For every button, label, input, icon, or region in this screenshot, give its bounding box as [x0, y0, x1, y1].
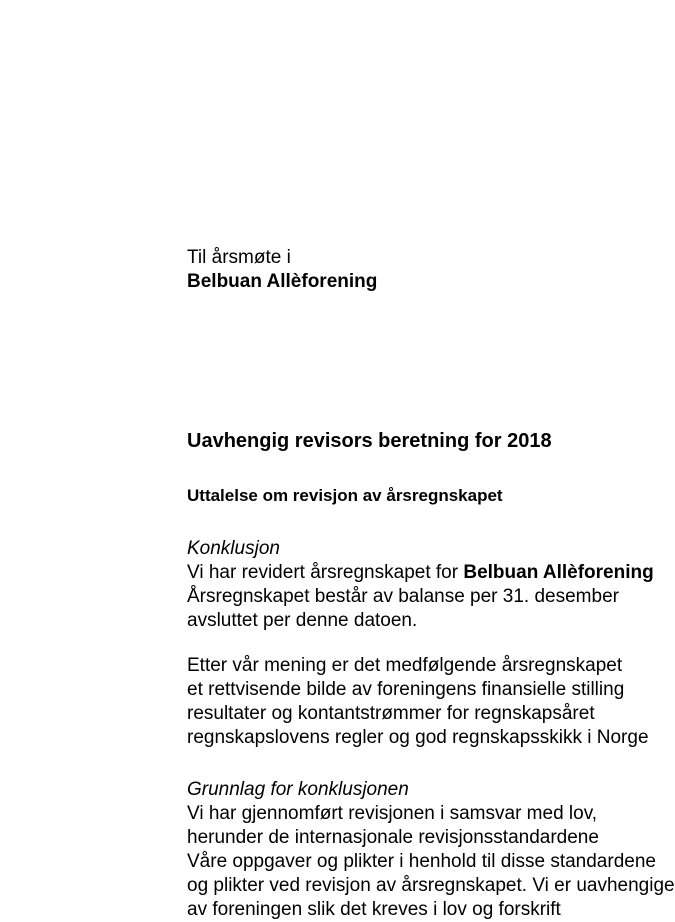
opinion-line: et rettvisende bilde av foreningens finansielle stilling: [187, 679, 625, 700]
grunnlag-section: [187, 778, 675, 922]
grunnlag-line: Vi har gjennomført revisjonen i samsvar med lov,: [187, 803, 598, 824]
grunnlag-line: av foreningen slik det kreves i lov og forskrift: [187, 899, 561, 920]
grunnlag-line: Våre oppgaver og plikter i henhold til disse standardene: [187, 851, 656, 872]
opinion-line: regnskapslovens regler og god regnskapsskikk i Norge: [187, 727, 649, 748]
konklusjon-paragraph-line: avsluttet per denne datoen.: [187, 610, 418, 631]
addressee-line: Til årsmøte i: [187, 247, 291, 268]
organization-name-inline: Belbuan Allèforening: [463, 562, 654, 583]
grunnlag-line: og plikter ved revisjon av årsregnskapet. Vi er uavhengige: [187, 875, 675, 896]
report-title: Uavhengig revisors beretning for 2018: [187, 430, 552, 452]
organization-name: Belbuan Allèforening: [187, 271, 378, 292]
konklusjon-paragraph-line: [187, 561, 654, 585]
konklusjon-paragraph-line: Årsregnskapet består av balanse per 31. desember: [187, 586, 619, 607]
addressee-block: [187, 246, 377, 294]
opinion-line: Etter vår mening er det medfølgende årsregnskapet: [187, 655, 623, 676]
report-subtitle: Uttalelse om revisjon av årsregnskapet: [187, 486, 503, 505]
opinion-paragraph: [187, 654, 649, 750]
grunnlag-line: herunder de internasjonale revisjonsstandardene: [187, 827, 599, 848]
konklusjon-text: Vi har revidert årsregnskapet for: [187, 562, 464, 583]
grunnlag-heading: Grunnlag for konklusjonen: [187, 779, 409, 800]
opinion-line: resultater og kontantstrømmer for regnskapsåret: [187, 703, 595, 724]
konklusjon-heading: Konklusjon: [187, 538, 280, 559]
konklusjon-section: [187, 537, 654, 633]
